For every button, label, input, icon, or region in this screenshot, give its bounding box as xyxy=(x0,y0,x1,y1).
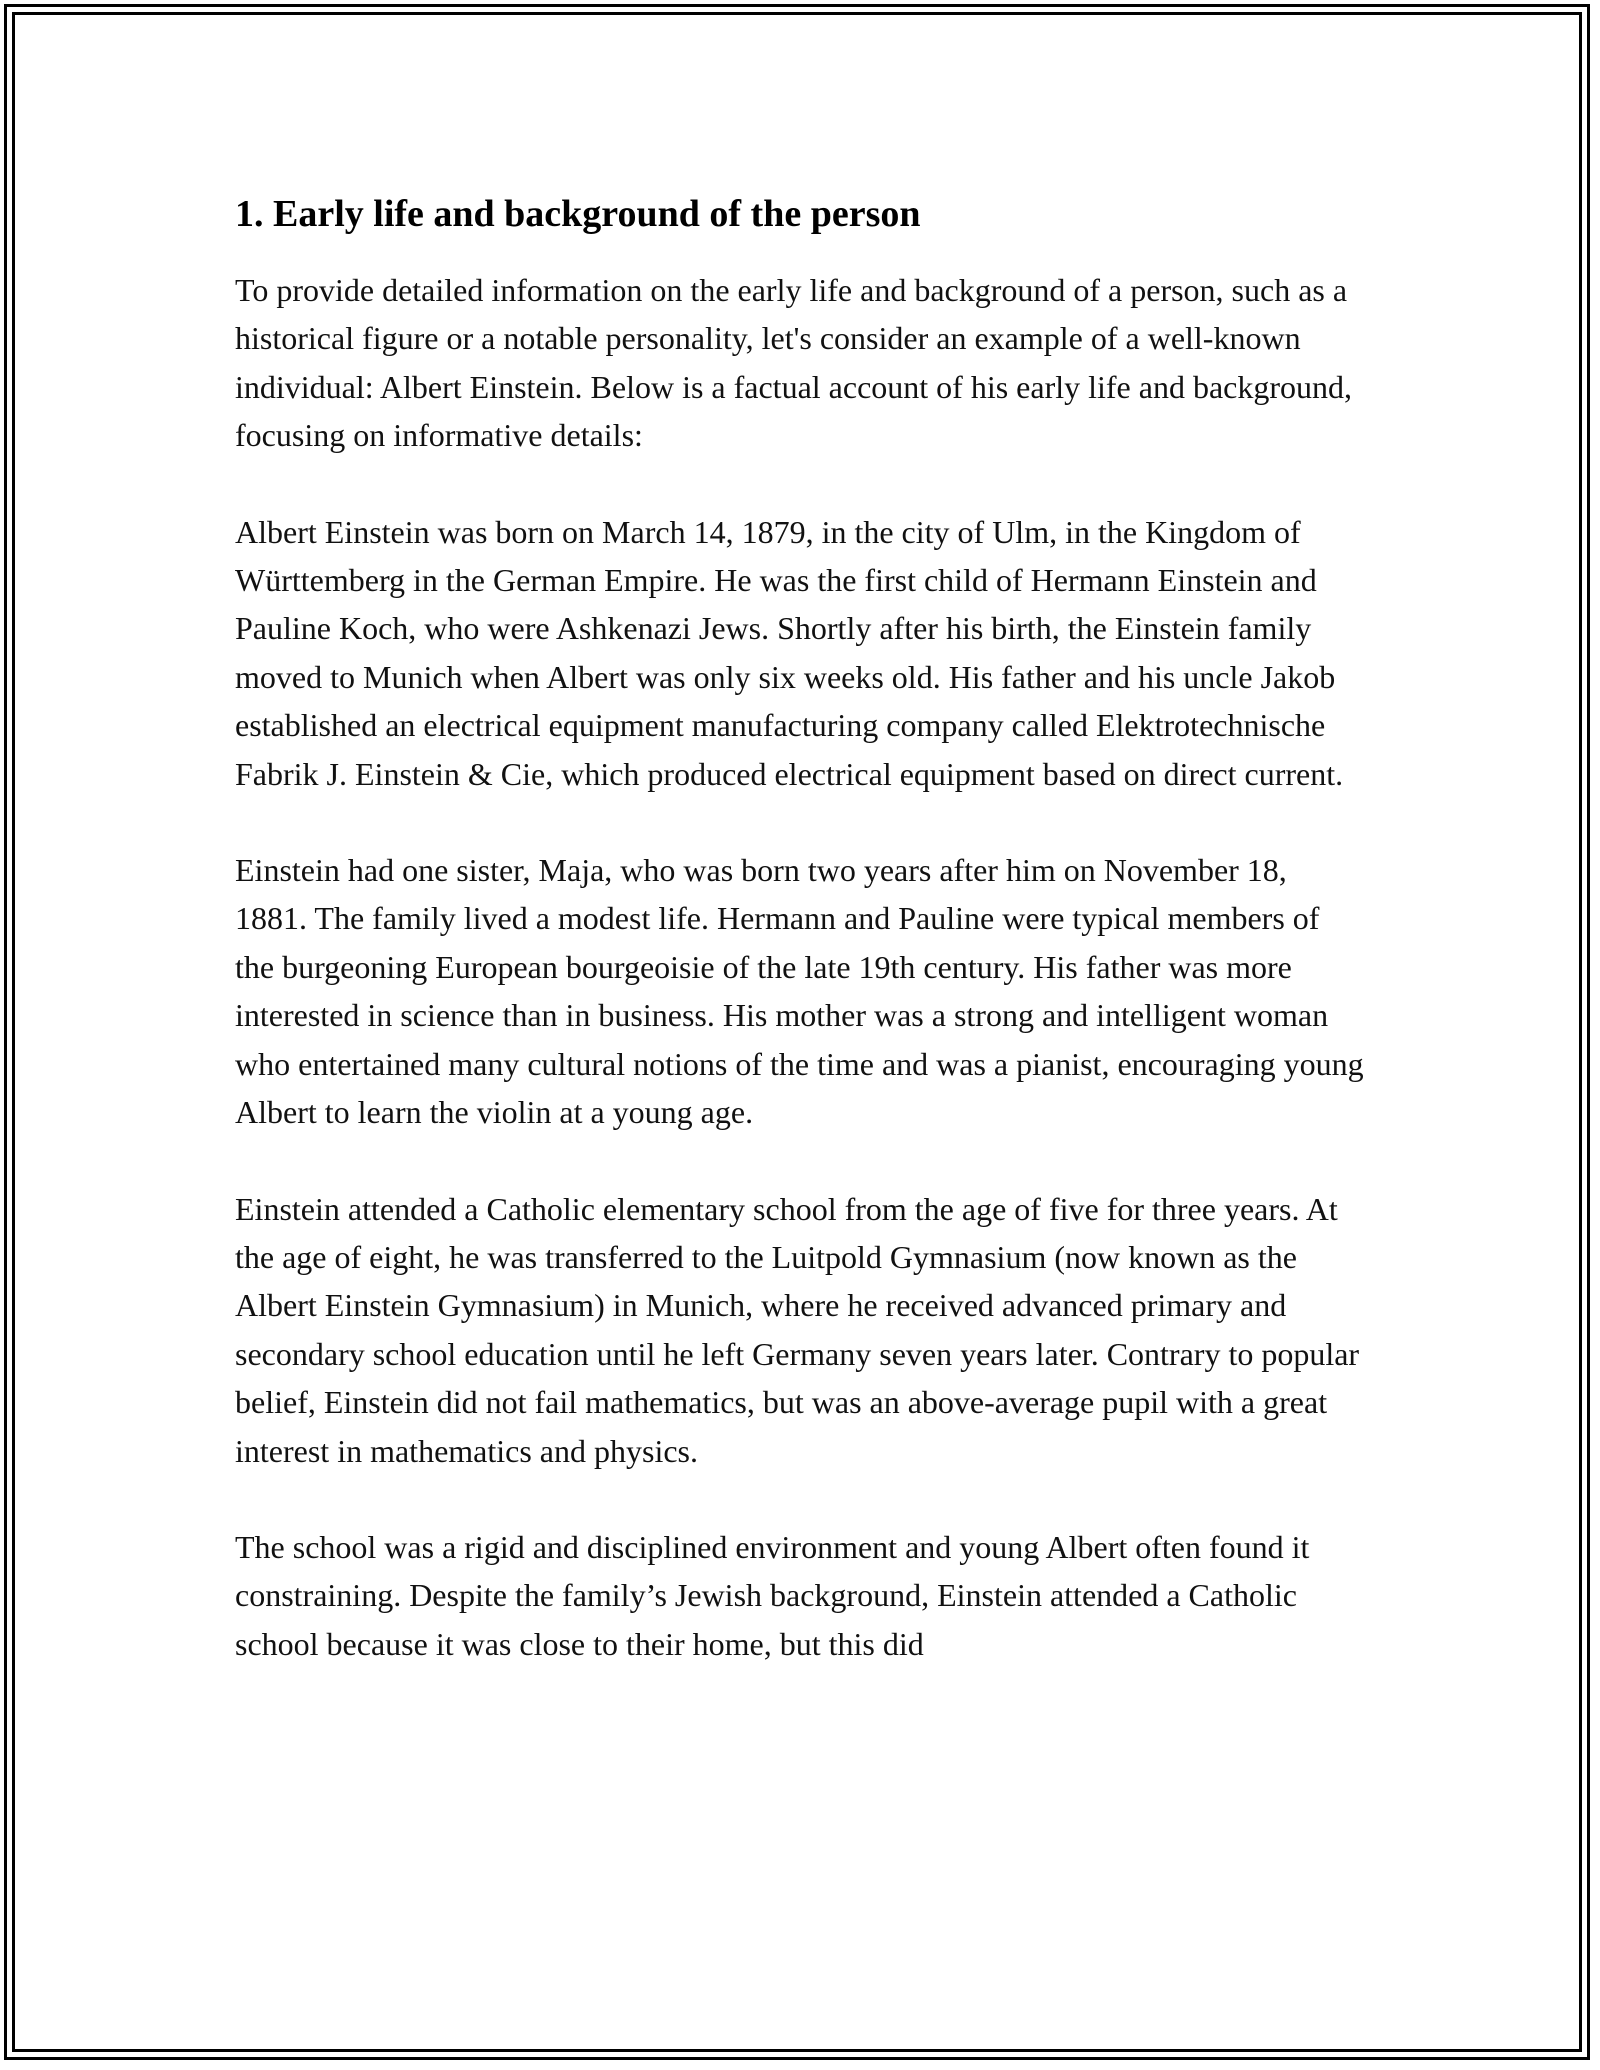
paragraph-school-environment: The school was a rigid and disciplined environment and young Albert often found it constraining. Despite the family’s Jewish background, Einstein attended a Catholic school because it was close to their home, but this did xyxy=(235,1528,1310,1662)
section-heading: 1. Early life and background of the person xyxy=(235,193,921,235)
document-body xyxy=(235,188,1365,1716)
paragraph-schooling: Einstein attended a Catholic elementary school from the age of five for three years. At the age of eight, he was transferred to the Luitpold Gymnasium (now known as the Albert Einstein Gymnasium) in Munich, where he received advanced primary and secondary school education until he left Germany seven years later. Contrary to popular belief, Einstein did not fail mathematics, but was an above-average pupil with a great interest in mathematics and physics. xyxy=(235,1190,1360,1469)
paragraph-birth: Albert Einstein was born on March 14, 1879, in the city of Ulm, in the Kingdom of Württemberg in the German Empire. He was the first child of Hermann Einstein and Pauline Koch, who were Ashkenazi Jews. Shortly after his birth, the Einstein family moved to Munich when Albert was only six weeks old. His father and his uncle Jakob established an electrical equipment manufacturing company called Elektrotechnische Fabrik J. Einstein & Cie, which produced electrical equipment based on direct current. xyxy=(235,513,1344,792)
paragraph-intro: To provide detailed information on the early life and background of a person, such as a historical figure or a notable personality, let's consider an example of a well-known individual: Albert Einstein. Below is a factual account of his early life and background, focusing on informative details: xyxy=(235,272,1353,454)
paragraph-family: Einstein had one sister, Maja, who was born two years after him on November 18, 1881. The family lived a modest life. Hermann and Pauline were typical members of the burgeoning European bourgeoisie of the late 19th century. His father was more interested in science than in business. His mother was a strong and intelligent woman who entertained many cultural notions of the time and was a pianist, encouraging young Albert to learn the violin at a young age. xyxy=(235,852,1364,1131)
